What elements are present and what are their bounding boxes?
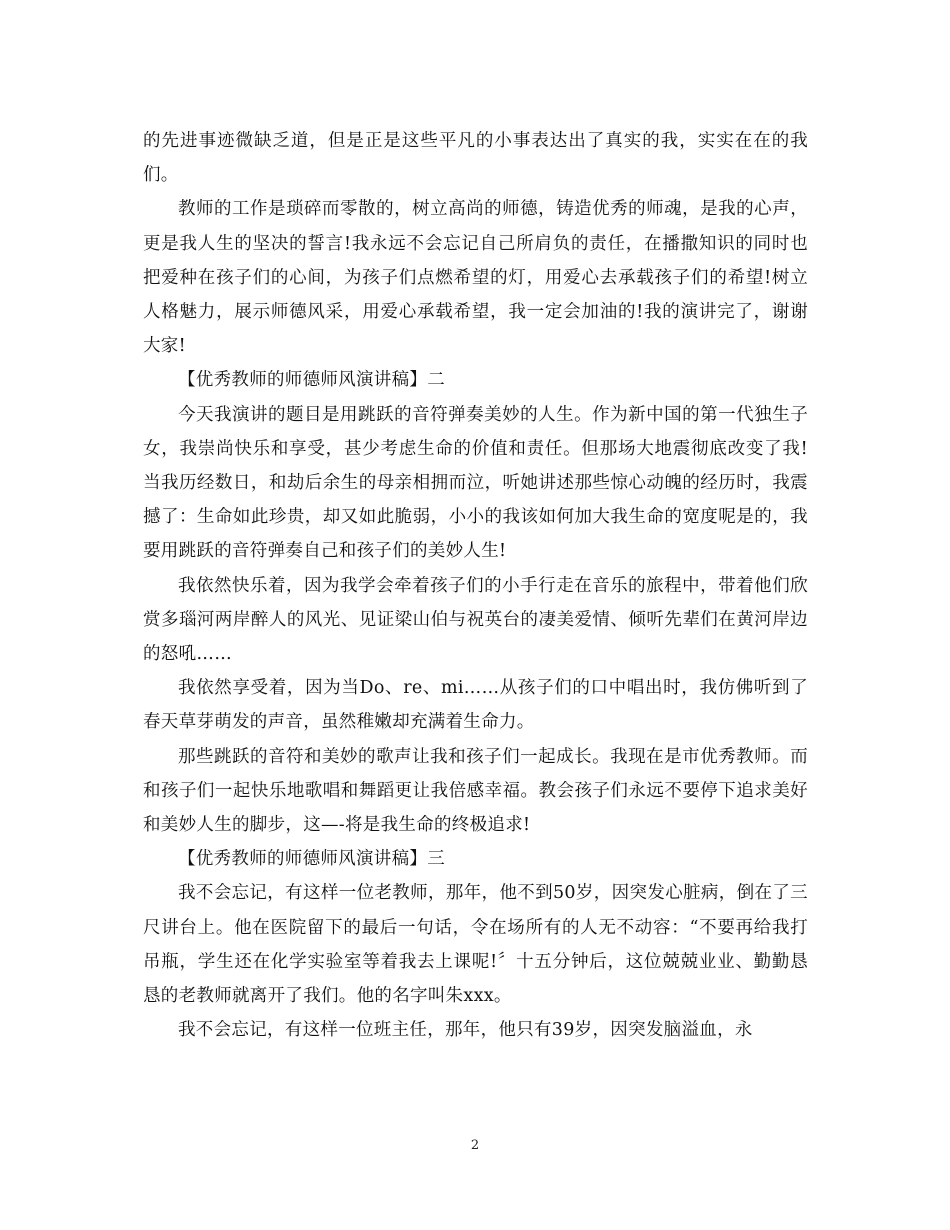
paragraph-continuation: 的先进事迹微缺乏道，但是正是这些平凡的小事表达出了真实的我，实实在在的我们。 [143,131,808,186]
paragraph-old-teacher: 我不会忘记，有这样一位老教师，那年，他不到50岁，因突发心脏病，倒在了三尺讲台上。他在医院留下的最后一句话，令在场所有的人无不动容：“不要再给我打吊瓶，学生还在化学实验室等着我去上课呢!〞十五分钟后，这位兢兢业业、勤勤恳恳的老教师就离开了我们。他的名字叫朱xxx。 [143,883,808,1007]
paragraph-still-enjoying: 我依然享受着，因为当Do、re、mi……从孩子们的口中唱出时，我仿佛听到了春天草芽萌发的声音，虽然稚嫩却充满着生命力。 [143,678,808,733]
document-body [143,124,808,1047]
page-number: 2 [470,1138,480,1153]
paragraph-still-happy: 我依然快乐着，因为我学会牵着孩子们的小手行走在音乐的旅程中，带着他们欣赏多瑙河两岸醉人的风光、见证梁山伯与祝英台的凄美爱情、倾听先辈们在黄河岸边的怒吼…… [143,575,808,665]
paragraph-grow-together: 那些跳跃的音符和美妙的歌声让我和孩子们一起成长。我现在是市优秀教师。而和孩子们一起快乐地歌唱和舞蹈更让我倍感幸福。教会孩子们永远不要停下追求美好和美妙人生的脚步，这—-将是我生命的终极追求! [143,746,808,836]
paragraph-class-teacher: 我不会忘记，有这样一位班主任，那年，他只有39岁，因突发脑溢血，永 [178,1020,753,1041]
section-heading-three: 【优秀教师的师德师风演讲稿】三 [178,849,445,870]
paragraph-teacher-work: 教师的工作是琐碎而零散的，树立高尚的师德，铸造优秀的师魂，是我的心声，更是我人生的坚决的誓言!我永远不会忘记自己所肩负的责任，在播撒知识的同时也把爱种在孩子们的心间，为孩子们点燃希望的灯，用爱心去承载孩子们的希望!树立人格魅力，展示师德风采，用爱心承载希望，我一定会加油的!我的演讲完了，谢谢大家! [143,199,808,357]
section-heading-two: 【优秀教师的师德师风演讲稿】二 [178,370,445,391]
paragraph-speech-topic: 今天我演讲的题目是用跳跃的音符弹奏美妙的人生。作为新中国的第一代独生子女，我崇尚快乐和享受，甚少考虑生命的价值和责任。但那场大地震彻底改变了我!当我历经数日，和劫后余生的母亲相拥而泣，听她讲述那些惊心动魄的经历时，我震撼了：生命如此珍贵，却又如此脆弱，小小的我该如何加大我生命的宽度呢是的，我要用跳跃的音符弹奏自己和孩子们的美妙人生! [143,404,808,562]
